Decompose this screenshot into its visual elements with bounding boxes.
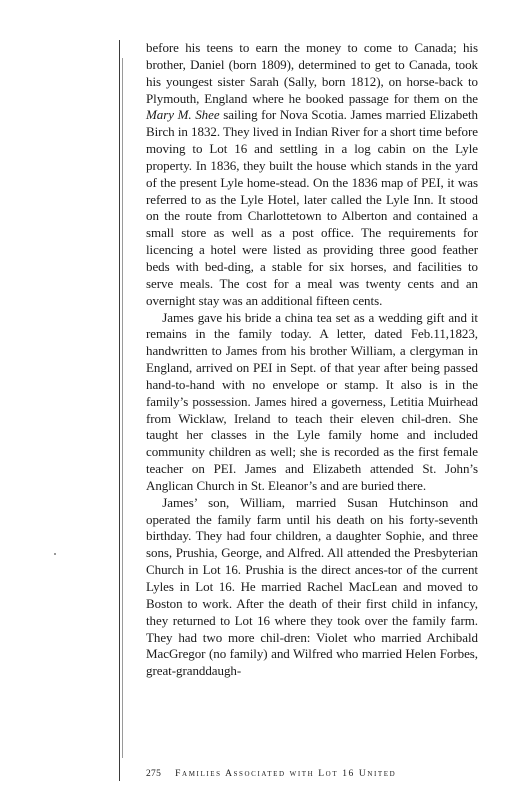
- page-number: 275: [146, 769, 162, 779]
- body-text: [146, 40, 478, 680]
- p1-text-a: before his teens to earn the money to come to Canada; his brother, Daniel (born 1809), determined to get to Canada, took his youngest sister Sarah (Sally, born 1812), on horse-back to Plymouth, England where he booked passage for them on the: [146, 40, 478, 106]
- paragraph-2: [146, 310, 478, 495]
- gutter-line: [119, 40, 120, 781]
- p1-text-b: sailing for Nova Scotia. James married Elizabeth Birch in 1832. They lived in Indian River for a short time before moving to Lot 16 and settling in a log cabin on the Lyle property. In 1836, they built the house which stands in the yard of the present Lyle home-stead. On the 1836 map of PEI, it was referred to as the Lyle Hotel, later called the Lyle Inn. It stood on the route from Charlottetown to Alberton and contained a small store as well as a post office. The requirements for licencing a hotel were listed as providing three good feather beds with bed-ding, a stable for six horses, and facilities to serve meals. The cost for a meal was twenty cents and an overnight stay was an additional fifteen cents.: [146, 107, 478, 308]
- running-title: Families Associated with Lot 16 United: [175, 769, 397, 779]
- p2-text: James gave his bride a china tea set as a wedding gift and it remains in the family today. A letter, dated Feb.11,1823, handwritten to James from his brother William, a clergyman in England, arrived on PEI in Sept. of that year after being passed hand-to-hand with no envelope or stamp. It also is in the family’s possession. James hired a governess, Letitia Muirhead from Wicklaw, Ireland to teach their eleven chil-dren. She taught her classes in the Lyle family home and included community children as well; she is recorded as the first female teacher on PEI. James and Elizabeth attended St. John’s Anglican Church in St. Eleanor’s and are buried there.: [146, 309, 478, 493]
- ship-name: Mary M. Shee: [146, 107, 220, 123]
- scan-speck: [54, 553, 56, 555]
- paragraph-3: [146, 495, 478, 680]
- p3-text: James’ son, William, married Susan Hutchinson and operated the family farm until his death on his forty-seventh birthday. They had four children, a daughter Sophie, and three sons, Prushia, George, and Alfred. All attended the Presbyterian Church in Lot 16. Prushia is the direct ances-tor of the current Lyles in Lot 16. He married Rachel MacLean and moved to Boston to work. After the death of their first child in infancy, they returned to Lot 16 where they took over the family farm. They had two more chil-dren: Violet who married Archibald MacGregor (no family) and Wilfred who married Helen Forbes, great-granddaugh-: [146, 494, 478, 679]
- paragraph-1: [146, 40, 478, 310]
- gutter-line-inner: [122, 58, 123, 758]
- page-footer: [146, 769, 478, 779]
